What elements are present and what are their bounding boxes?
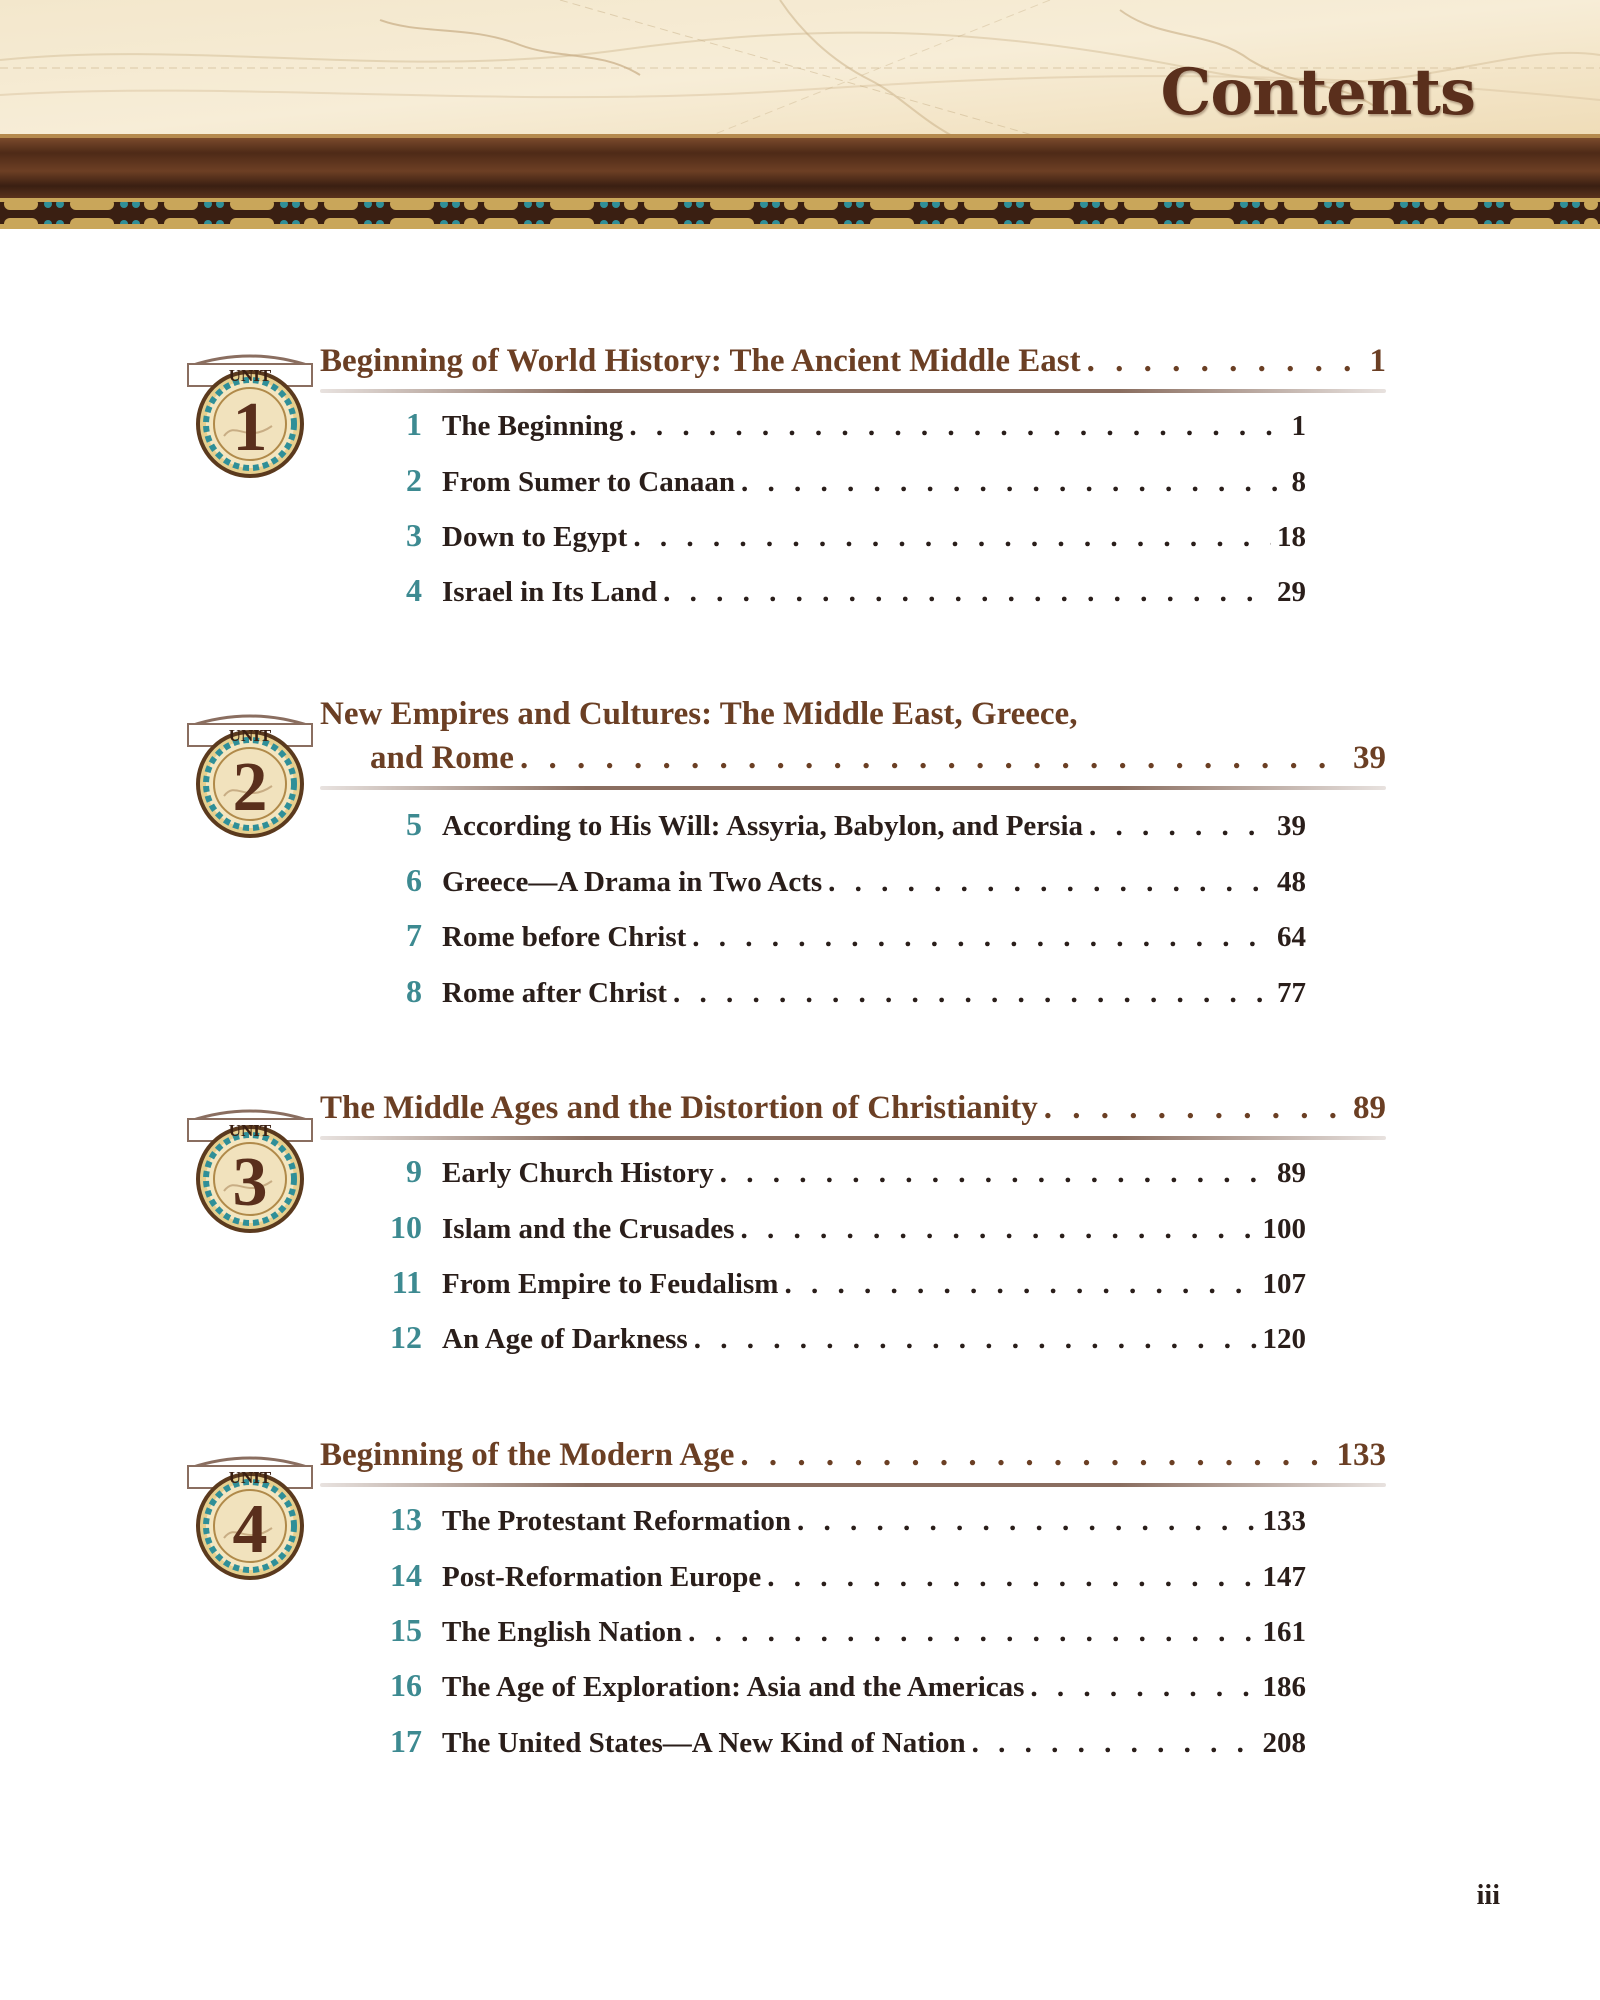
chapter-page: 89	[1277, 1157, 1306, 1189]
chapter-entry[interactable]	[360, 973, 1306, 1013]
chapter-entry[interactable]	[360, 406, 1306, 446]
chapter-entry[interactable]	[360, 1557, 1306, 1597]
chapter-entry[interactable]	[360, 806, 1306, 846]
chapter-page: 29	[1277, 576, 1306, 608]
unit-badge-label: UNIT	[228, 1468, 272, 1487]
chapter-number: 3	[406, 517, 422, 553]
leader-dots	[1087, 343, 1364, 380]
chapter-title: The United States—A New Kind of Nation	[442, 1727, 966, 1759]
leader-dots	[673, 977, 1271, 1010]
chapter-number: 12	[390, 1319, 422, 1355]
chapter-number: 14	[390, 1557, 422, 1593]
leader-dots	[741, 466, 1280, 499]
chapter-page: 39	[1277, 810, 1306, 842]
chapter-entry[interactable]	[360, 1153, 1306, 1193]
chapter-page: 18	[1277, 521, 1306, 553]
unit-badge-3	[180, 1095, 320, 1235]
unit-badge-4	[180, 1442, 320, 1582]
leader-dots	[784, 1268, 1256, 1301]
leader-dots	[767, 1561, 1256, 1594]
chapter-title: According to His Will: Assyria, Babylon, and Persia	[442, 810, 1084, 842]
leader-dots	[1089, 810, 1271, 843]
chapter-number: 5	[406, 806, 422, 842]
leader-dots	[688, 1616, 1256, 1649]
unit-badge-label: UNIT	[228, 726, 272, 745]
chapter-number: 1	[406, 406, 422, 442]
chapter-title: An Age of Darkness	[442, 1323, 688, 1355]
page-folio: iii	[1476, 1880, 1500, 1911]
leader-dots	[972, 1727, 1257, 1760]
chapter-entry[interactable]	[360, 1501, 1306, 1541]
chapter-page: 161	[1262, 1616, 1306, 1648]
chapter-page: 77	[1277, 977, 1306, 1009]
unit-badge-number: 1	[232, 389, 268, 466]
leader-dots	[1030, 1671, 1256, 1704]
chapter-entry[interactable]	[360, 1319, 1306, 1359]
chapter-page: 186	[1262, 1671, 1306, 1703]
unit-divider	[320, 1483, 1386, 1487]
unit-2-title-line1[interactable]	[320, 696, 1386, 733]
chapter-number: 10	[390, 1209, 422, 1245]
chapter-page: 133	[1262, 1505, 1306, 1537]
chapter-entry[interactable]	[360, 572, 1306, 612]
unit-badge-number: 3	[232, 1144, 268, 1221]
unit-page-number: 133	[1336, 1437, 1386, 1473]
leader-dots	[1044, 1090, 1347, 1127]
leader-dots	[520, 740, 1347, 777]
chapter-title: From Sumer to Canaan	[442, 466, 735, 498]
chapter-number: 9	[406, 1153, 422, 1189]
chapter-page: 1	[1291, 410, 1306, 442]
chapter-title: The Beginning	[442, 410, 624, 442]
leader-dots	[692, 921, 1271, 954]
unit-page-number: 1	[1369, 343, 1386, 379]
chapter-entry[interactable]	[360, 1667, 1306, 1707]
unit-title-text: The Middle Ages and the Distortion of Christianity	[320, 1090, 1038, 1126]
unit-badge-number: 2	[232, 749, 268, 826]
chapter-entry[interactable]	[360, 1264, 1306, 1304]
chapter-number: 2	[406, 462, 422, 498]
unit-2-title-line2[interactable]	[320, 740, 1386, 777]
chapter-number: 16	[390, 1667, 422, 1703]
chapter-title: Down to Egypt	[442, 521, 628, 553]
chapter-page: 107	[1262, 1268, 1306, 1300]
chapter-number: 15	[390, 1612, 422, 1648]
chapter-entry[interactable]	[360, 1209, 1306, 1249]
unit-divider	[320, 786, 1386, 790]
chapter-number: 17	[390, 1723, 422, 1759]
chapter-number: 8	[406, 973, 422, 1009]
chapter-page: 8	[1291, 466, 1306, 498]
leader-dots	[720, 1157, 1271, 1190]
leader-dots	[740, 1437, 1330, 1474]
leader-dots	[629, 410, 1280, 443]
chapter-number: 4	[406, 572, 422, 608]
contents-header	[0, 0, 1600, 236]
chapter-number: 11	[391, 1264, 422, 1300]
unit-title-text: Beginning of World History: The Ancient Middle East	[320, 343, 1081, 379]
chapter-title: Post-Reformation Europe	[442, 1561, 762, 1593]
chapter-entry[interactable]	[360, 917, 1306, 957]
leader-dots	[828, 866, 1271, 899]
page-title: Contents	[1160, 55, 1475, 130]
chapter-entry[interactable]	[360, 1612, 1306, 1652]
chapter-title: The English Nation	[442, 1616, 683, 1648]
leader-dots	[663, 576, 1271, 609]
leader-dots	[740, 1213, 1256, 1246]
unit-divider	[320, 389, 1386, 393]
chapter-title: From Empire to Feudalism	[442, 1268, 779, 1300]
leader-dots	[694, 1323, 1257, 1356]
unit-badge-1	[180, 340, 320, 480]
unit-page-number: 89	[1353, 1090, 1386, 1126]
decorative-band	[0, 134, 1600, 236]
unit-badge-2	[180, 700, 320, 840]
chapter-page: 147	[1262, 1561, 1306, 1593]
unit-badge-label: UNIT	[228, 1121, 272, 1140]
chapter-page: 120	[1262, 1323, 1306, 1355]
unit-1-title[interactable]	[320, 343, 1386, 380]
chapter-page: 48	[1277, 866, 1306, 898]
unit-title-text: and Rome	[370, 740, 514, 776]
chapter-title: Rome before Christ	[442, 921, 687, 953]
chapter-number: 6	[406, 862, 422, 898]
unit-4-title[interactable]	[320, 1437, 1386, 1474]
chapter-title: The Age of Exploration: Asia and the Americas	[442, 1671, 1025, 1703]
unit-title-text: New Empires and Cultures: The Middle East, Greece,	[320, 696, 1078, 732]
chapter-entry[interactable]	[360, 517, 1306, 557]
unit-3-title[interactable]	[320, 1090, 1386, 1127]
chapter-title: Early Church History	[442, 1157, 714, 1189]
leader-dots	[797, 1505, 1256, 1538]
chapter-title: The Protestant Reformation	[442, 1505, 792, 1537]
unit-divider	[320, 1136, 1386, 1140]
chapter-title: Rome after Christ	[442, 977, 667, 1009]
chapter-entry[interactable]	[360, 1723, 1306, 1763]
chapter-title: Islam and the Crusades	[442, 1213, 735, 1245]
chapter-entry[interactable]	[360, 862, 1306, 902]
unit-badge-label: UNIT	[228, 366, 272, 385]
leader-dots	[633, 521, 1271, 554]
unit-badge-number: 4	[232, 1491, 268, 1568]
chapter-title: Greece—A Drama in Two Acts	[442, 866, 823, 898]
unit-page-number: 39	[1353, 740, 1386, 776]
chapter-number: 13	[390, 1501, 422, 1537]
chapter-entry[interactable]	[360, 462, 1306, 502]
chapter-page: 64	[1277, 921, 1306, 953]
unit-title-text: Beginning of the Modern Age	[320, 1437, 735, 1473]
chapter-page: 208	[1262, 1727, 1306, 1759]
chapter-number: 7	[406, 917, 422, 953]
chapter-page: 100	[1262, 1213, 1306, 1245]
chapter-title: Israel in Its Land	[442, 576, 658, 608]
